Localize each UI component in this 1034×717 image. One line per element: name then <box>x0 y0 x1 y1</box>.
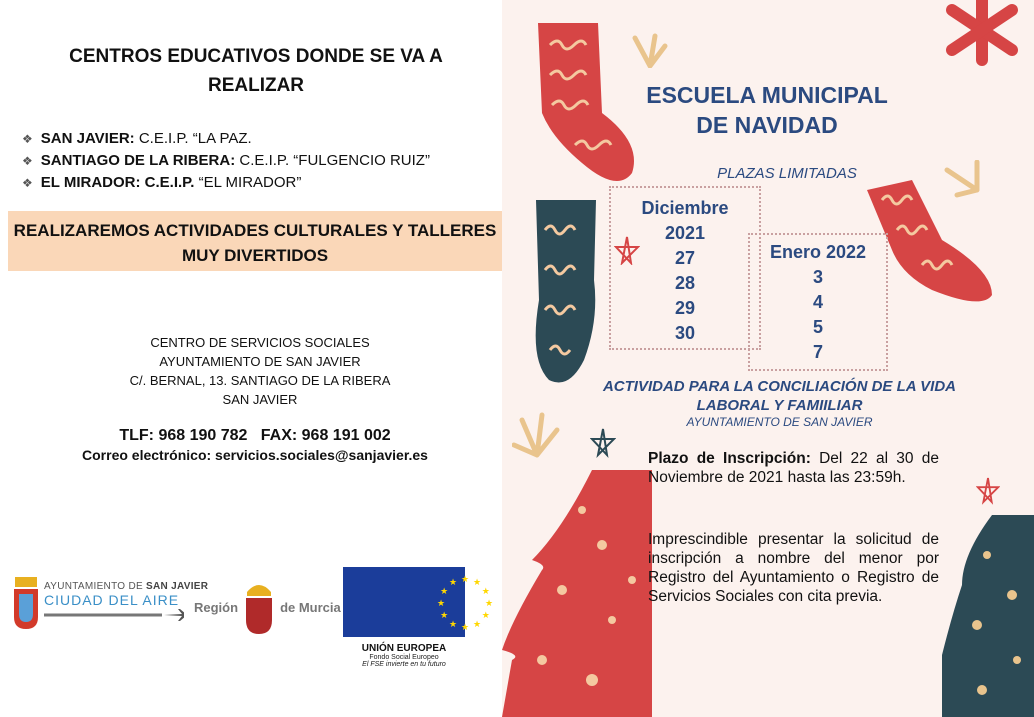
eu-star-icon: ★ <box>448 577 458 588</box>
center-school: C.E.I.P. “FULGENCIO RUIZ” <box>239 152 430 169</box>
eu-star-icon: ★ <box>472 618 482 629</box>
address-line: AYUNTAMIENTO DE SAN JAVIER <box>159 354 361 369</box>
eu-star-icon: ★ <box>448 618 458 629</box>
center-place: SANTIAGO DE LA RIBERA: <box>40 152 236 169</box>
eu-star-icon: ★ <box>484 598 494 608</box>
center-school: C.E.I.P. “LA PAZ. <box>138 130 252 147</box>
requirement-text: Imprescindible presentar la solicitud de inscripción a nombre del menor por Registro del Ayuntamiento o Registro de Servicios Sociales con cita previa. <box>648 531 939 605</box>
date-item: 28 <box>674 273 696 293</box>
logo-text: El FSE invierte en tu futuro <box>362 661 446 668</box>
date-item: 30 <box>674 323 696 343</box>
december-dates <box>609 186 761 350</box>
airplane-icon <box>44 609 184 621</box>
logo-text: AYUNTAMIENTO DE <box>44 580 147 592</box>
eu-star-icon: ★ <box>481 586 490 596</box>
star-icon <box>976 475 1000 505</box>
date-item: 7 <box>812 342 823 362</box>
center-item <box>22 128 430 150</box>
year-label: 2021 <box>664 223 706 243</box>
eu-star-icon: ★ <box>460 574 470 584</box>
centers-heading: CENTROS EDUCATIVOS DONDE SE VA A REALIZAR <box>69 46 443 96</box>
page-title: ESCUELA MUNICIPAL DE NAVIDAD <box>646 82 888 138</box>
address-line: SAN JAVIER <box>222 392 298 407</box>
logo-text: Región <box>194 599 239 615</box>
date-item: 3 <box>812 267 823 287</box>
center-item <box>22 172 430 194</box>
limited-places: PLAZAS LIMITADAS <box>717 165 857 182</box>
registration-dates: Del 22 al 30 de Noviembre de 2021 hasta las 23:59h. <box>648 450 939 486</box>
center-item <box>22 150 430 172</box>
logo-text: CIUDAD DEL AIRE <box>44 591 180 608</box>
eu-star-icon: ★ <box>472 577 482 588</box>
diamond-bullet-icon: ❖ <box>22 176 33 190</box>
eu-star-icon: ★ <box>440 586 449 596</box>
center-school: “EL MIRADOR” <box>198 174 302 191</box>
murcia-shield-icon <box>244 578 274 636</box>
date-item: 4 <box>812 292 823 312</box>
registration-label: Plazo de Inscripción: <box>648 450 811 467</box>
teal-tree-icon <box>942 515 1034 717</box>
activities-banner: REALIZAREMOS ACTIVIDADES CULTURALES Y TALLERES MUY DIVERTIDOS <box>8 211 502 271</box>
eu-star-icon: ★ <box>440 610 449 620</box>
eu-star-icon: ★ <box>460 622 470 632</box>
centers-list <box>22 128 430 194</box>
date-item: 29 <box>674 298 696 318</box>
eu-logo <box>343 567 494 668</box>
right-panel <box>502 0 1034 717</box>
leaf-icon <box>630 28 670 68</box>
activity-subtitle: ACTIVIDAD PARA LA CONCILIACIÓN DE LA VIDA LABORAL Y FAMIILIAR <box>602 378 957 414</box>
eu-star-icon: ★ <box>436 598 446 608</box>
leaf-icon <box>942 160 982 200</box>
date-item: 27 <box>674 248 696 268</box>
red-tree-icon <box>502 470 652 717</box>
center-place: EL MIRADOR: C.E.I.P. <box>40 174 195 191</box>
address-line: C/. BERNAL, 13. SANTIAGO DE LA RIBERA <box>129 373 391 388</box>
teal-stocking-icon <box>530 190 620 390</box>
email-line: Correo electrónico: servicios.sociales@sanjavier.es <box>82 447 428 463</box>
month-label: Diciembre <box>641 198 729 218</box>
logo-text: de Murcia <box>280 599 341 615</box>
month-label: Enero 2022 <box>769 242 867 262</box>
star-icon <box>590 425 616 459</box>
san-javier-logo <box>12 575 208 631</box>
registration-period <box>648 449 939 487</box>
address-block <box>60 333 460 409</box>
san-javier-shield-icon <box>12 575 40 631</box>
diamond-bullet-icon: ❖ <box>22 154 33 168</box>
snowflake-icon <box>932 0 1034 80</box>
eu-star-icon: ★ <box>481 610 490 620</box>
logo-text: UNIÓN EUROPEA <box>361 643 447 654</box>
left-panel <box>0 0 502 717</box>
phone-fax: TLF: 968 190 782 FAX: 968 191 002 <box>119 427 391 444</box>
date-item: 5 <box>812 317 823 337</box>
center-place: SAN JAVIER: <box>40 130 135 147</box>
logo-text: SAN JAVIER <box>146 580 209 592</box>
organizer: AYUNTAMIENTO DE SAN JAVIER <box>686 415 873 429</box>
region-murcia-logo <box>194 578 341 636</box>
eu-flag-icon <box>343 567 494 637</box>
leaf-icon <box>512 410 562 460</box>
logo-text: Fondo Social Europeo <box>369 654 439 661</box>
january-dates <box>748 233 888 371</box>
address-line: CENTRO DE SERVICIOS SOCIALES <box>150 335 370 350</box>
diamond-bullet-icon: ❖ <box>22 132 33 146</box>
